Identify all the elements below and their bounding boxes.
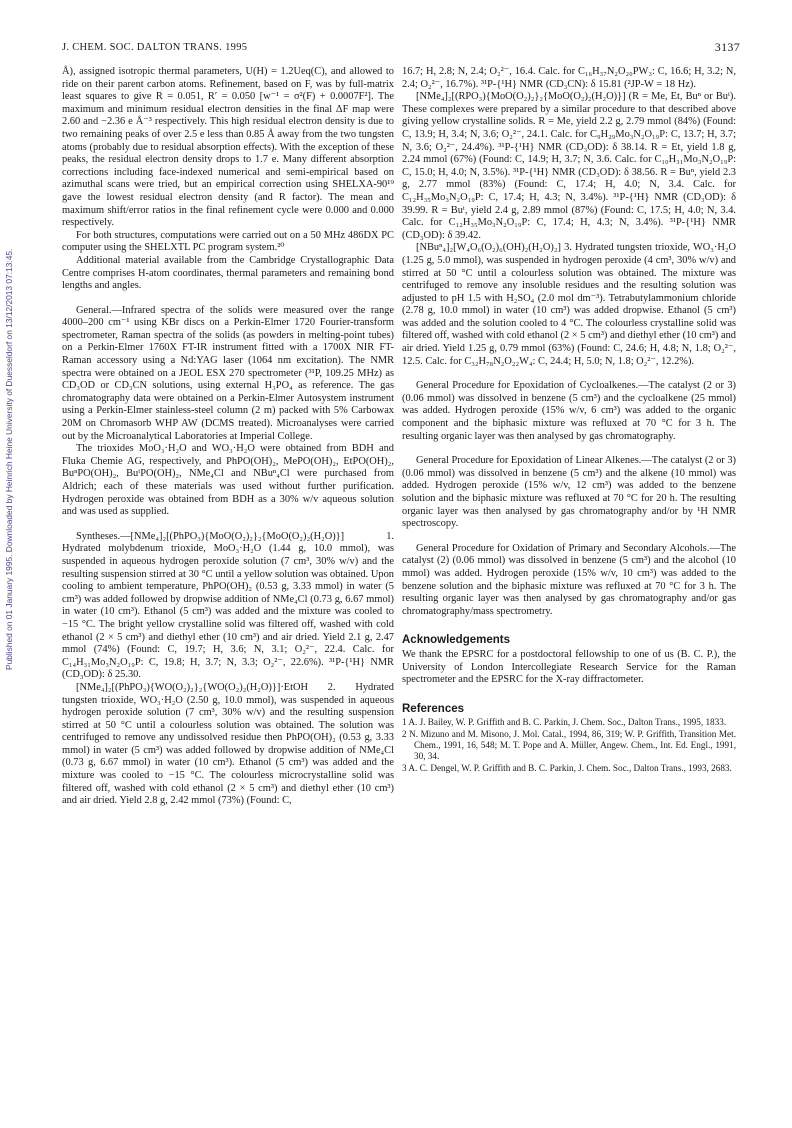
- paragraph-additional-material: Additional material available from the Cambridge Crystallographic Data Centre comprises H-atom coordinates, thermal parameters and remaining bond lengths and angles.: [62, 254, 394, 292]
- reference-item: 2 N. Mizuno and M. Misono, J. Mol. Catal., 1994, 86, 319; W. P. Griffith, Transition Met. Chem., 1991, 16, 548; M. T. Pope and A. Müller, Angew. Chem., Int. Ed. Engl., 1991, 30, 34.: [402, 729, 736, 762]
- reference-item: 3 A. C. Dengel, W. P. Griffith and B. C. Parkin, J. Chem. Soc., Dalton Trans., 1993, 2683.: [402, 763, 732, 774]
- page-number: 3137: [714, 40, 740, 54]
- paragraph-general: General.—Infrared spectra of the solids were measured over the range 4000–200 cm⁻¹ using KBr discs on a Perkin-Elmer 1720 Fourier-transform spectrometer, Raman spectra of the solids (as powders in melting-point tubes) on a Perkin-Elmer 1760X FT-IR instrument fitted with a 1700X NIR FT-Raman accessory using a Nd:YAG laser (1064 nm excitation). The NMR spectra were obtained on a JEOL ESX 270 spectrometer (³¹P, 109.25 MHz) as CD₃OD or CD₃CN solutions, using external H₃PO₄ as reference. The gas chromatography data were obtained on a Perkin-Elmer Autosystem instrument using a Perkin-Elmer stainless-steel column (2 m) packed with 5% Carbowax 20M on Chromasorb WHP AW (DCMS treated). Microanalyses were carried out by the Microanalytical Laboratories at Imperial College.: [62, 304, 394, 442]
- paragraph-synthesis-2-cont: 16.7; H, 2.8; N, 2.4; O₂²⁻, 16.4. Calc. for C₁₆H₃₇N₂O₂₀PW₃: C, 16.6; H, 3.2; N, 2.4; O₂²⁻, 16.7%). ³¹P-{¹H} NMR (CD₃CN): δ 15.81 (²JP-W = 18 Hz).: [402, 66, 736, 90]
- references-heading: References: [402, 702, 465, 715]
- download-watermark: [4, 110, 20, 670]
- paragraph-refinement: Å), assigned isotropic thermal parameters, U(H) = 1.2Ueq(C), and allowed to ride on their parent carbon atoms. Refinement, based on F, was by full-matrix least squares to give R = 0.051, R′ = 0.050 [w⁻¹ = σ²(F) + 0.0007F²]. The maximum and minimum residual electron densities in the final ΔF map were 2.60 and −2.36 e Å⁻³ respectively. This high residual electron density is due to two remaining peaks of over 2.5 e less than 0.85 Å away from the two tungsten atoms (probably due to residual absorption effects). With the exception of these peaks, the residual electron density drops to 1.7 e. Many different absorption corrections including face-indexed numerical and semi-empirical based on azimuthal scans were tried, but an empirical correction using SHELXA-90¹⁹ gave the lowest residual electron density (and R factor). The mean and maximum shift/error ratios in the final refinement cycle were 0.000 and 0.000 respectively.: [62, 66, 394, 229]
- journal-title: J. CHEM. SOC. DALTON TRANS. 1995: [62, 42, 248, 53]
- paragraph-linear-alkene-epoxidation: General Procedure for Epoxidation of Linear Alkenes.—The catalyst (2 or 3) (0.06 mmol) was dissolved in benzene (5 cm³) and the alkene (10 mmol) was added. Hydrogen peroxide (15% w/v, 12 cm³) was added to the benzene solution and the biphasic mixture was refluxed at 70 °C for 20 h. The resulting organic layer was then analysed by gas chromatography and/or by ¹H NMR spectroscopy.: [402, 455, 736, 530]
- paragraph-synthesis-1: Syntheses.—[NMe₄]₂[(PhPO₃){MoO(O₂)₂}₂{MoO(O₂)₂(H₂O)}] 1. Hydrated molybdenum trioxide, MoO₃·H₂O (1.44 g, 10.0 mmol), was suspended in aqueous hydrogen peroxide solution (7 cm³, 30% w/v) and the resulting suspension stirred at 30 °C until a yellow solution was obtained. Upon cooling to ambient temperature, PhPO(OH)₂ (0.53 g, 3.33 mmol) in water (5 cm³) was added followed by dropwise addition of NMe₄Cl (0.73 g, 6.67 mmol) in water (10 cm³). Ethanol (5 cm³) was added and the mixture was cooled to −15 °C. The bright yellow crystalline solid was filtered off, washed with cold ethanol (2 × 5 cm³) and diethyl ether (10 cm³) and air dried. Yield 2.1 g, 2.47 mmol (74%) (Found: C, 19.7; H, 3.6; N, 3.1; O₂²⁻, 22.4. Calc. for C₁₄H₃₁Mo₃N₂O₁₉P: C, 19.8; H, 3.7; N, 3.3; O₂²⁻, 22.6%). ³¹P-{¹H} NMR (CD₃OD): δ 25.30.: [62, 530, 394, 681]
- paragraph-trioxides: The trioxides MoO₃·H₂O and WO₃·H₂O were obtained from BDH and Fluka Chemie AG, respectively, and PhPO(OH)₂, MePO(OH)₂, EtPO(OH)₂, BuⁿPO(OH)₂, BuᵗPO(OH)₂, NMe₄Cl and NBuⁿ₄Cl were purchased from Aldrich; each of these materials was used without further purification. Hydrogen peroxide was obtained from BDH as a 30% w/v aqueous solution and was used as supplied.: [62, 443, 394, 518]
- reference-item: 1 A. J. Bailey, W. P. Griffith and B. C. Parkin, J. Chem. Soc., Dalton Trans., 1995, 1833.: [402, 717, 727, 728]
- acknowledgements-text: We thank the EPSRC for a postdoctoral fellowship to one of us (B. C. P.), the University of London Intercollegiate Research Service for the Raman spectrometer and the EPSRC for the X-ray diffractometer.: [402, 648, 736, 686]
- paragraph-synthesis-2: [NMe₄]₂[(PhPO₃){WO(O₂)₂}₂{WO(O₂)₂(H₂O)}]·EtOH 2. Hydrated tungsten trioxide, WO₃·H₂O (2.50 g, 10.0 mmol), was suspended in aqueous hydrogen peroxide solution (7 cm³, 30% w/v) and the resulting suspension stirred at 50 °C until a colourless solution was obtained. The solution was centrifuged to remove any undissolved residue then PhPO(OH)₂ (0.53 g, 3.33 mmol) in water (5 cm³) was added followed by dropwise addition of NMe₄Cl (0.73 g, 6.67 mmol) in water (10 cm³). Ethanol (5 cm³) was added and the mixture was cooled to −15 °C. The colourless microcrystalline solid was filtered off, washed with cold ethanol (2 × 5 cm³) and diethyl ether (10 cm³) and air dried. Yield 2.8 g, 2.42 mmol (73%) (Found: C,: [62, 681, 394, 807]
- paragraph-cycloalkene-epoxidation: General Procedure for Epoxidation of Cycloalkenes.—The catalyst (2 or 3) (0.06 mmol) was dissolved in benzene (5 cm³) and the cycloalkene (25 mmol) was added. Hydrogen peroxide (15% w/v, 6 cm³) was added to the organic component and the biphasic mixture was refluxed at 70 °C for 3 h. The resulting organic layer was then analysed by gas chromatography.: [402, 380, 736, 442]
- paragraph-rpo3-complexes: [NMe₄]₂[(RPO₃){MoO(O₂)₂}₂{MoO(O₂)₂(H₂O)}] (R = Me, Et, Buⁿ or Buᵗ). These complexes were prepared by a similar procedure to that described above giving yellow crystalline solids. R = Me, yield 2.2 g, 2.79 mmol (84%) (Found: C, 13.9; H, 3.4; N, 3.6; O₂²⁻, 24.1. Calc. for C₉H₂₉Mo₃N₂O₁₉P: C, 13.7; H, 3.7; N, 3.6; O₂²⁻, 24.4%). ³¹P-{¹H} NMR (CD₃OD): δ 38.14. R = Et, yield 1.8 g, 2.24 mmol (67%) (Found: C, 14.9; H, 3.7; N, 3.6. Calc. for C₁₀H₃₁Mo₃N₂O₁₉P: C, 15.0; H, 4.0; N, 3.5%). ³¹P-{¹H} NMR (CD₃OD): δ 38.56. R = Buⁿ, yield 2.3 g, 2.77 mmol (83%) (Found: C, 17.4; H, 4.0; N, 3.4. Calc. for C₁₂H₃₅Mo₃N₂O₁₉P: C, 17.4; H, 4.3; N, 3.4%). ³¹P-{¹H} NMR (CD₃OD): δ 39.99. R = Buᵗ, yield 2.4 g, 2.89 mmol (87%) (Found: C, 17.5; H, 4.0; N, 3.4. Calc. for C₁₂H₃₅Mo₃N₂O₁₉P: C, 17.4; H, 4.3; N, 3.4%). ³¹P-{¹H} NMR (CD₃OD): δ 39.42.: [402, 91, 736, 241]
- paragraph-computations: For both structures, computations were carried out on a 50 MHz 486DX PC computer using the SHELXTL PC program system.²⁰: [62, 229, 394, 254]
- download-note: Published on 01 January 1995. Downloaded by Heinrich Heine University of Duesseldorf on 13/12/2013 07:13:45.: [4, 248, 14, 670]
- paragraph-alcohol-oxidation: General Procedure for Oxidation of Primary and Secondary Alcohols.—The catalyst (2) (0.06 mmol) was dissolved in benzene (5 cm³) and the alcohol (10 mmol) was added. Hydrogen peroxide (15% w/v, 10 cm³) was added to the benzene solution and the biphasic mixture was refluxed at 70 °C for 3 h. The resulting organic layer was then analysed by gas chromatography and/or gas chromatography/mass spectrometry.: [402, 542, 736, 617]
- right-column: [402, 66, 736, 774]
- left-column: [62, 66, 394, 808]
- acknowledgements-heading: Acknowledgements: [402, 634, 510, 647]
- paragraph-synthesis-3: [NBuⁿ₄]₂[W₄O₆(O₂)₆(OH)₂(H₂O)₂] 3. Hydrated tungsten trioxide, WO₃·H₂O (1.25 g, 5.0 mmol), was suspended in hydrogen peroxide (4 cm³, 30% w/v) and stirred at 50 °C until a colourless solution was obtained. The mixture was centrifuged to remove any insoluble residues and the resulting solution was adjusted to pH 1.5 with H₂SO₄ (2.0 mol dm⁻³). Tetrabutylammonium chloride (2.78 g, 10.0 mmol) in water (10 cm³) was added dropwise. Ethanol (5 cm³) was added and the solution cooled to 4 °C. The colourless crystalline solid was filtered off, washed with cold ethanol (2 × 5 cm³) and diethyl ether (10 cm³) and air dried. Yield 1.25 g, 0.79 mmol (63%) (Found: C, 24.6; H, 4.8; N, 1.8; O₂²⁻, 12.5. Calc. for C₃₂H₇₈N₂O₂₂W₄: C, 24.4; H, 5.0; N, 1.8; O₂²⁻, 12.2%).: [402, 242, 736, 367]
